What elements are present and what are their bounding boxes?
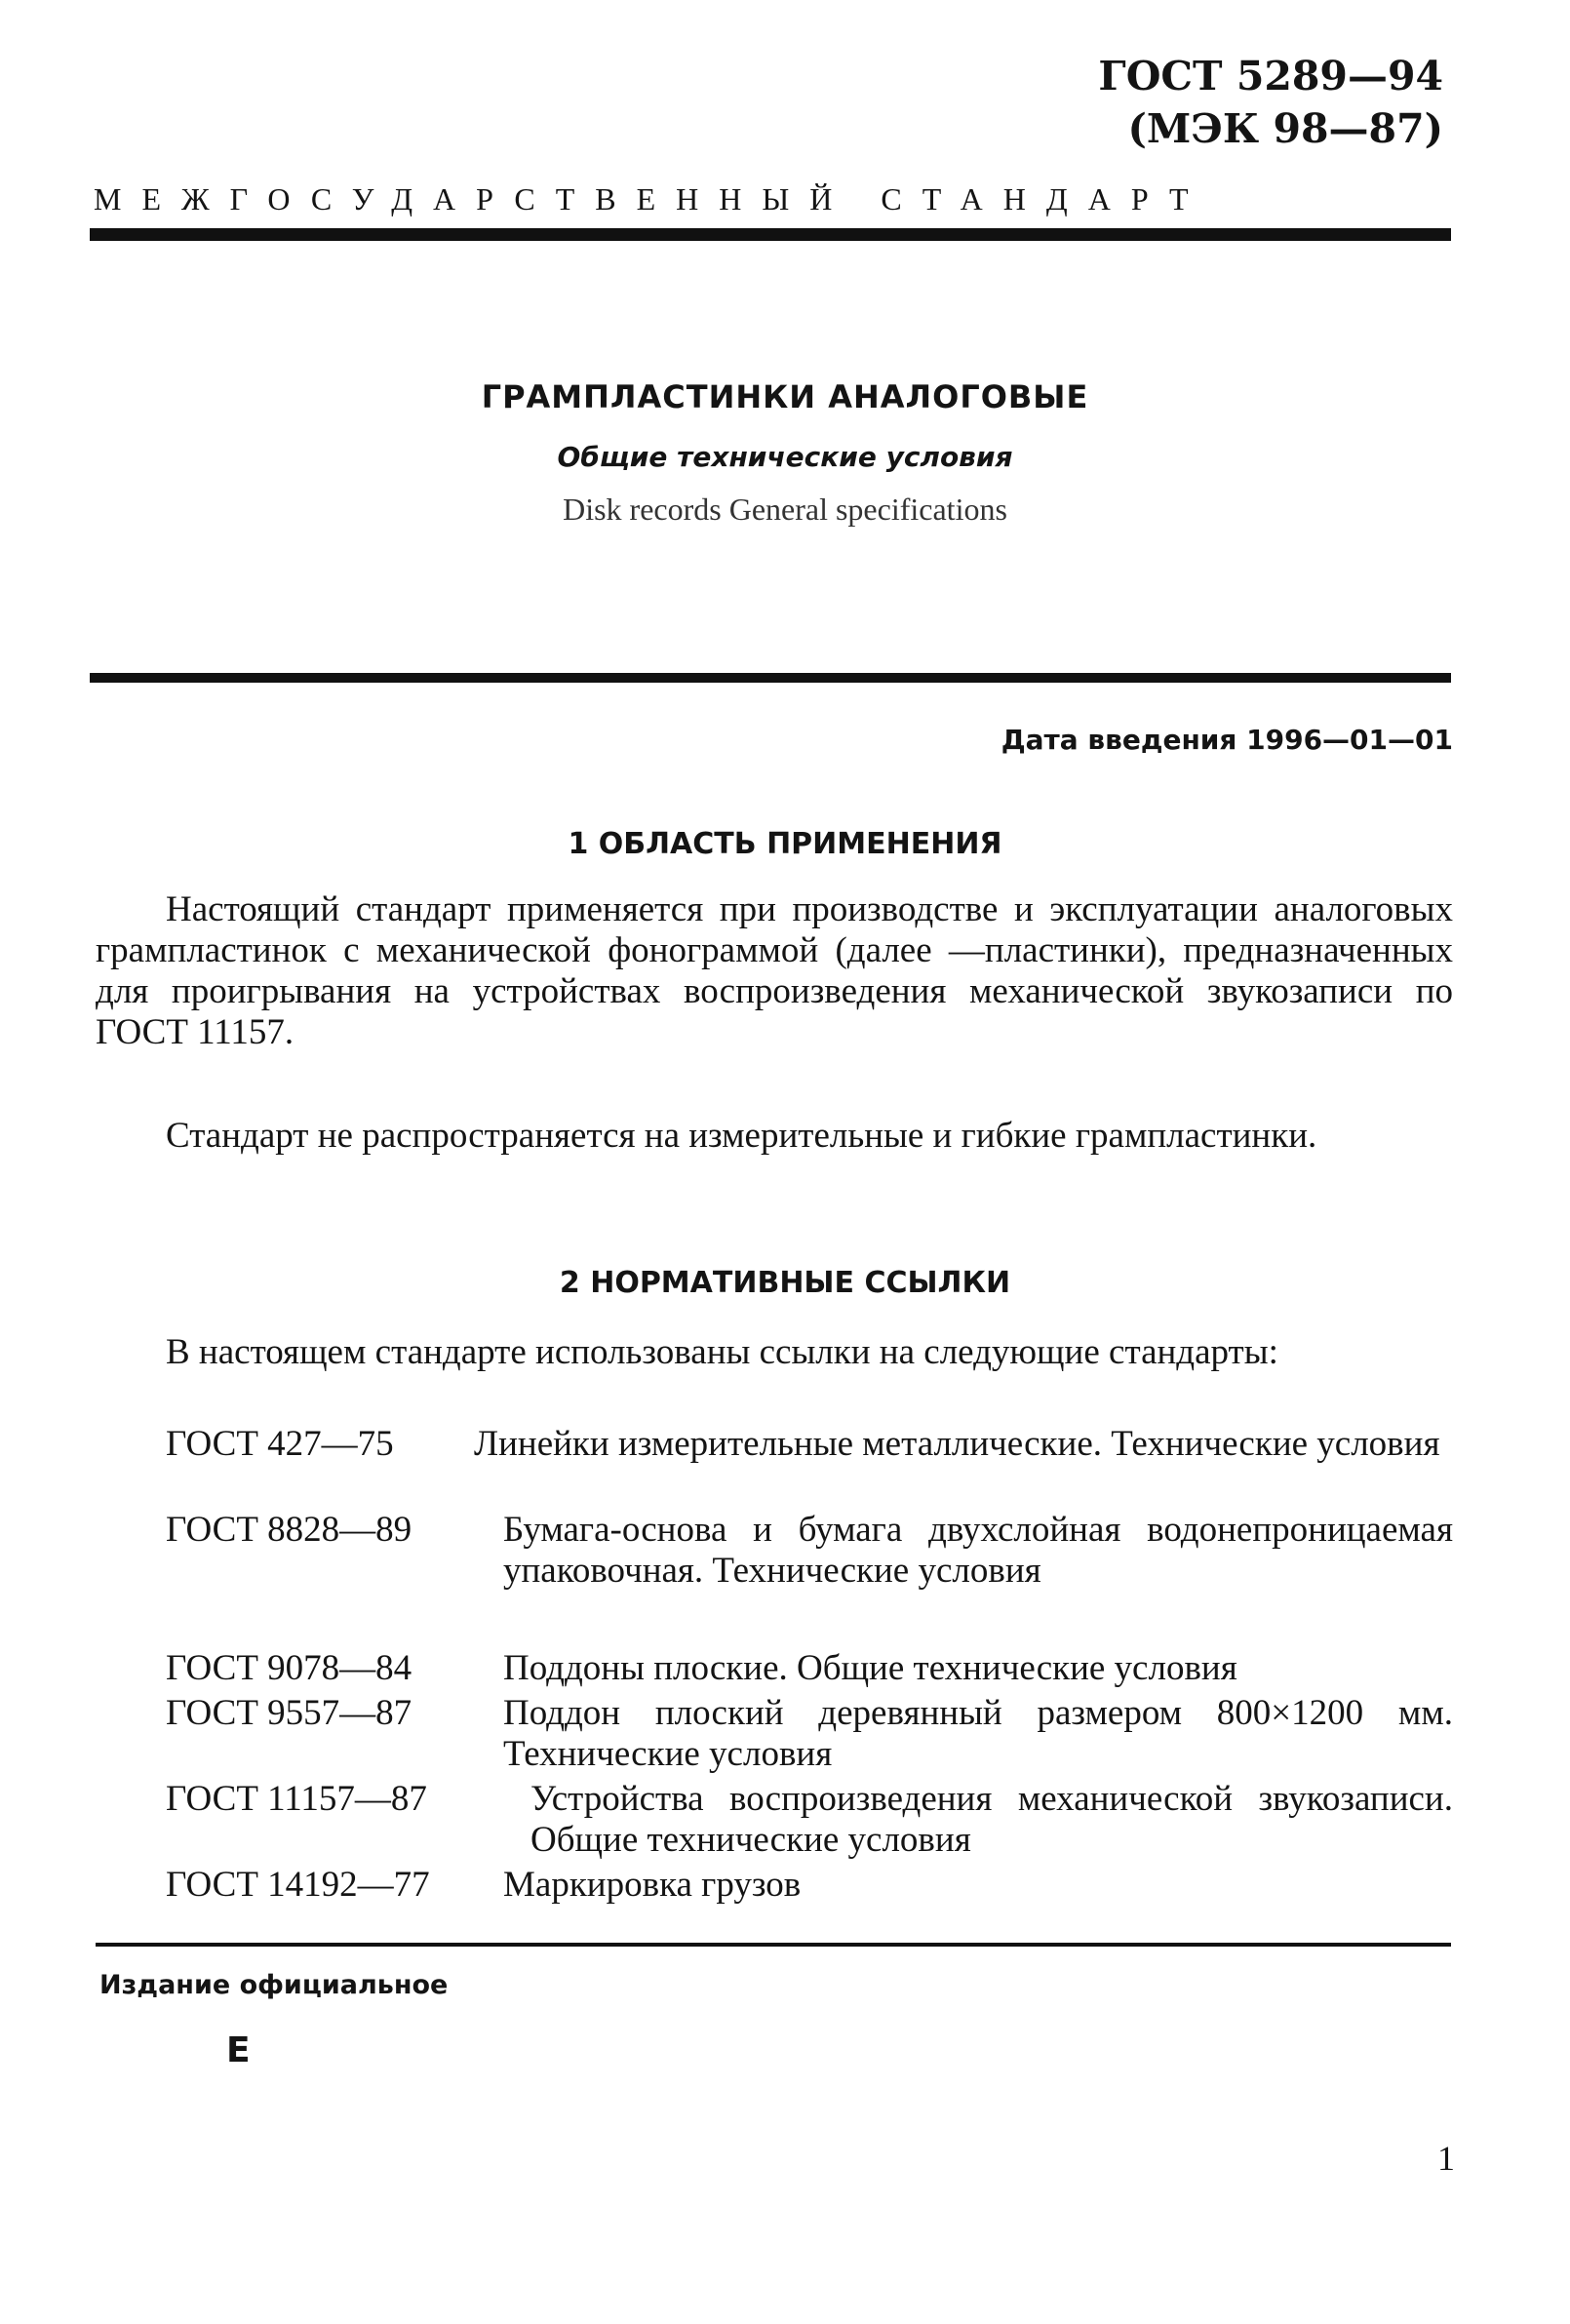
reference-code: ГОСТ 8828—89: [166, 1510, 412, 1550]
reference-description: Бумага-основа и бумага двухслойная водонепроницаемая упаковочная. Технические условия: [503, 1510, 1453, 1591]
footer-divider: [96, 1943, 1451, 1947]
page-number: 1: [1437, 2139, 1455, 2178]
reference-code: ГОСТ 14192—77: [166, 1865, 430, 1905]
section-1-heading: 1 ОБЛАСТЬ ПРИМЕНЕНИЯ: [568, 827, 1002, 861]
interstate-standard-label: МЕЖГОСУДАРСТВЕННЫЙ СТАНДАРТ: [94, 181, 1209, 217]
edition-letter: Е: [226, 2030, 251, 2070]
reference-description: Устройства воспроизведения механической звукозаписи. Общие технические условия: [530, 1779, 1453, 1860]
section-1-paragraph-2: Стандарт не распространяется на измерительные и гибкие грампластинки.: [166, 1116, 1317, 1156]
reference-description: Линейки измерительные металлические. Технические условия: [474, 1424, 1440, 1464]
reference-description: Маркировка грузов: [503, 1865, 802, 1905]
gost-number: ГОСТ 5289—94: [1098, 53, 1443, 99]
reference-description: Поддоны плоские. Общие технические условия: [503, 1648, 1237, 1688]
document-title: ГРАМПЛАСТИНКИ АНАЛОГОВЫЕ: [481, 378, 1089, 415]
section-1-paragraph-1: Настоящий стандарт применяется при производстве и эксплуатации аналоговых грампластинок с механической фонограммой (далее —пластинки), предназначенных для проигрывания на устройствах воспроизведения механической звукозаписи по ГОСТ 11157.: [96, 889, 1453, 1052]
reference-code: ГОСТ 11157—87: [166, 1779, 427, 1819]
section-2-intro: В настоящем стандарте использованы ссылки на следующие стандарты:: [166, 1332, 1278, 1372]
reference-code: ГОСТ 427—75: [166, 1424, 394, 1464]
title-divider: [90, 673, 1451, 683]
header-divider: [90, 228, 1451, 241]
reference-code: ГОСТ 9557—87: [166, 1693, 412, 1733]
official-edition-label: Издание официальное: [99, 1970, 449, 2000]
document-english-title: Disk records General specifications: [563, 492, 1007, 527]
reference-code: ГОСТ 9078—84: [166, 1648, 412, 1688]
section-2-heading: 2 НОРМАТИВНЫЕ ССЫЛКИ: [559, 1266, 1011, 1300]
document-subtitle: Общие технические условия: [557, 441, 1013, 473]
iec-number: (МЭК 98—87): [1127, 105, 1443, 152]
reference-description: Поддон плоский деревянный размером 800×1200 мм. Технические условия: [503, 1693, 1453, 1774]
introduction-date: Дата введения 1996—01—01: [1001, 724, 1453, 756]
